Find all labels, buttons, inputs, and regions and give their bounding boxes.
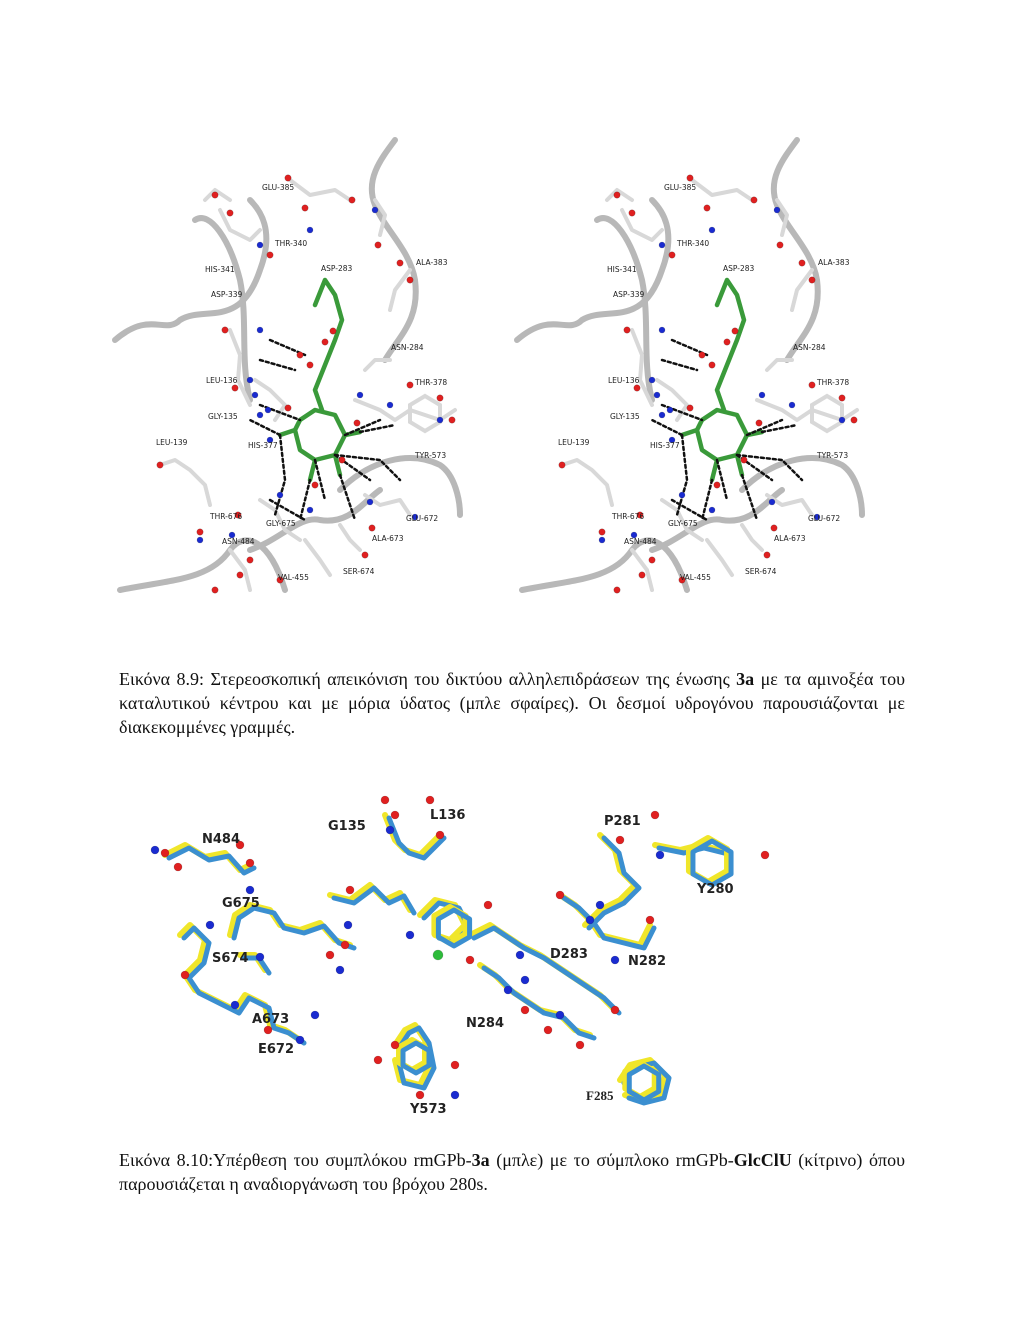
- residue-stick: [290, 180, 350, 200]
- ligand-bond: [295, 410, 345, 460]
- nitrogen-atom: [649, 377, 655, 383]
- nitrogen-atom: [659, 412, 665, 418]
- hydrogen-bond: [717, 460, 727, 500]
- oxygen-atom: [426, 796, 434, 804]
- residue-label: LEU-136: [206, 376, 238, 385]
- residue-label: ALA-673: [372, 534, 404, 543]
- hydrogen-bond: [315, 460, 325, 500]
- oxygen-atom: [777, 242, 783, 248]
- nitrogen-atom: [247, 377, 253, 383]
- residue-label: E672: [258, 1042, 295, 1057]
- figure-8-10: [0, 775, 1024, 1125]
- nitrogen-atom: [556, 1011, 564, 1019]
- stereo-panel-left: [115, 140, 460, 593]
- residue-stick: [767, 360, 792, 370]
- oxygen-atom: [222, 327, 228, 333]
- hydrogen-bond: [702, 480, 712, 520]
- nitrogen-atom: [709, 227, 715, 233]
- nitrogen-atom: [386, 826, 394, 834]
- nitrogen-atom: [296, 1036, 304, 1044]
- oxygen-atom: [391, 1041, 399, 1049]
- residue-label: N484: [202, 832, 241, 847]
- residue-label: VAL-455: [680, 573, 711, 582]
- nitrogen-atom: [521, 976, 529, 984]
- residue-label: SER-674: [745, 567, 777, 576]
- caption-text: (κίτρινο) όπου παρουσιάζεται η αναδιοργάνωση του βρόχου 280s.: [119, 1150, 905, 1194]
- oxygen-atom: [544, 1026, 552, 1034]
- hydrogen-bond: [300, 480, 310, 520]
- caption-text: με τα αμινοξέα του καταλυτικού κέντρου και με μόρια ύδατος (μπλε σφαίρες). Οι δεσμοί υδρογόνου παρουσιάζονται με διακεκομμένες γραμμές.: [119, 669, 905, 737]
- oxygen-atom: [362, 552, 368, 558]
- hydrogen-bond: [662, 360, 697, 370]
- nitrogen-atom: [231, 1001, 239, 1009]
- ligand-bond: [712, 460, 717, 480]
- residue-label: Y573: [410, 1102, 447, 1117]
- oxygen-atom: [751, 197, 757, 203]
- residue-stick: [230, 550, 250, 590]
- oxygen-atom: [247, 557, 253, 563]
- residue-label: ALA-673: [774, 534, 806, 543]
- oxygen-atom: [556, 891, 564, 899]
- nitrogen-atom: [451, 1091, 459, 1099]
- oxygen-atom: [285, 175, 291, 181]
- nitrogen-atom: [252, 392, 258, 398]
- oxygen-atom: [756, 420, 762, 426]
- nitrogen-atom: [257, 327, 263, 333]
- residue-label: GLY-675: [266, 519, 296, 528]
- residue-label: HIS-341: [205, 265, 235, 274]
- oxygen-atom: [246, 859, 254, 867]
- nitrogen-atom: [257, 242, 263, 248]
- ribbon-trace: [372, 140, 416, 360]
- chlorine-atom: [433, 950, 443, 960]
- residue-stick: [220, 210, 260, 240]
- oxygen-atom: [761, 851, 769, 859]
- oxygen-atom: [646, 916, 654, 924]
- oxygen-atom: [649, 557, 655, 563]
- residue-label: G675: [222, 896, 260, 911]
- nitrogen-atom: [839, 417, 845, 423]
- oxygen-atom: [312, 482, 318, 488]
- oxygen-atom: [436, 831, 444, 839]
- nitrogen-atom: [256, 953, 264, 961]
- hydrogen-bond: [652, 420, 682, 435]
- compound-label: 3a: [736, 669, 755, 689]
- ribbon-trace: [774, 140, 818, 360]
- residue-stick: [792, 270, 812, 310]
- nitrogen-atom: [151, 846, 159, 854]
- nitrogen-atom: [774, 207, 780, 213]
- residue-label: LEU-139: [156, 438, 188, 447]
- nitrogen-atom: [437, 417, 443, 423]
- oxygen-atom: [724, 339, 730, 345]
- residue-label: HIS-341: [607, 265, 637, 274]
- oxygen-atom: [349, 197, 355, 203]
- oxygen-atom: [741, 457, 747, 463]
- residue-stick: [692, 180, 752, 200]
- oxygen-atom: [264, 1026, 272, 1034]
- residue-label: ASN-484: [624, 537, 657, 546]
- ligand-bond: [717, 280, 744, 410]
- blue-chain: [234, 908, 354, 948]
- nitrogen-atom: [667, 407, 673, 413]
- residue-stick: [365, 495, 410, 515]
- stereo-panel-right: [517, 140, 862, 593]
- compound-label: 3a: [471, 1150, 490, 1170]
- oxygen-atom: [339, 457, 345, 463]
- nitrogen-atom: [596, 901, 604, 909]
- nitrogen-atom: [367, 499, 373, 505]
- residue-label: GLU-385: [262, 183, 295, 192]
- nitrogen-atom: [769, 499, 775, 505]
- residue-label: THR-340: [677, 239, 710, 248]
- figure-8-9: [0, 120, 1024, 640]
- oxygen-atom: [297, 352, 303, 358]
- oxygen-atom: [449, 417, 455, 423]
- oxygen-atom: [709, 362, 715, 368]
- residue-label: F285: [586, 1088, 614, 1103]
- oxygen-atom: [809, 277, 815, 283]
- oxygen-atom: [330, 328, 336, 334]
- residue-stick: [340, 525, 360, 550]
- nitrogen-atom: [659, 242, 665, 248]
- oxygen-atom: [302, 205, 308, 211]
- residue-label: HIS-377: [650, 441, 680, 450]
- oxygen-atom: [466, 956, 474, 964]
- oxygen-atom: [369, 525, 375, 531]
- residue-label: G135: [328, 819, 366, 834]
- nitrogen-atom: [789, 402, 795, 408]
- oxygen-atom: [227, 210, 233, 216]
- oxygen-atom: [322, 339, 328, 345]
- nitrogen-atom: [372, 207, 378, 213]
- residue-label: S674: [212, 951, 249, 966]
- residue-label: GLU-385: [664, 183, 697, 192]
- nitrogen-atom: [357, 392, 363, 398]
- nitrogen-atom: [206, 921, 214, 929]
- residue-label: THR-676: [210, 512, 243, 521]
- oxygen-atom: [624, 327, 630, 333]
- oxygen-atom: [687, 175, 693, 181]
- oxygen-atom: [629, 210, 635, 216]
- residue-label: LEU-139: [558, 438, 590, 447]
- yellow-chain: [470, 925, 615, 1010]
- ligand-bond: [697, 410, 747, 460]
- oxygen-atom: [771, 525, 777, 531]
- residue-label: LEU-136: [608, 376, 640, 385]
- nitrogen-atom: [759, 392, 765, 398]
- residue-stick: [767, 495, 812, 515]
- oxygen-atom: [809, 382, 815, 388]
- oxygen-atom: [416, 1091, 424, 1099]
- oxygen-atom: [764, 552, 770, 558]
- nitrogen-atom: [656, 851, 664, 859]
- residue-label: ASP-283: [723, 264, 755, 273]
- residue-label: P281: [604, 814, 641, 829]
- oxygen-atom: [611, 1006, 619, 1014]
- hydrogen-bond: [250, 420, 280, 435]
- residue-stick: [305, 540, 330, 575]
- caption-text: Εικόνα 8.9: Στερεοσκοπική απεικόνιση του δικτύου αλληλεπιδράσεων της ένωσης: [119, 669, 737, 689]
- oxygen-atom: [714, 482, 720, 488]
- residue-stick: [632, 550, 652, 590]
- nitrogen-atom: [311, 1011, 319, 1019]
- residue-label: GLU-672: [406, 514, 439, 523]
- ligand-bond: [280, 430, 295, 435]
- nitrogen-atom: [307, 227, 313, 233]
- nitrogen-atom: [387, 402, 393, 408]
- reference-compound-label: GlcClU: [733, 1150, 792, 1170]
- oxygen-atom: [326, 951, 334, 959]
- oxygen-atom: [397, 260, 403, 266]
- residue-label: D283: [550, 947, 588, 962]
- nitrogen-atom: [709, 507, 715, 513]
- oxygen-atom: [599, 529, 605, 535]
- oxygen-atom: [375, 242, 381, 248]
- residue-stick: [160, 460, 210, 505]
- oxygen-atom: [267, 252, 273, 258]
- residue-label: GLY-135: [208, 412, 238, 421]
- residue-label: TYR-573: [817, 451, 849, 460]
- superposition-svg: [0, 775, 1024, 1125]
- residue-label: GLU-672: [808, 514, 841, 523]
- oxygen-atom: [614, 587, 620, 593]
- oxygen-atom: [341, 941, 349, 949]
- oxygen-atom: [407, 277, 413, 283]
- oxygen-atom: [346, 886, 354, 894]
- residue-stick: [622, 210, 662, 240]
- residue-label: ASN-284: [793, 343, 826, 352]
- figure-8-9-caption: [119, 667, 905, 739]
- residue-stick: [707, 540, 732, 575]
- oxygen-atom: [212, 587, 218, 593]
- residue-label: ASP-339: [211, 290, 243, 299]
- nitrogen-atom: [307, 507, 313, 513]
- blue-chain: [169, 848, 254, 873]
- oxygen-atom: [212, 192, 218, 198]
- oxygen-atom: [704, 205, 710, 211]
- oxygen-atom: [634, 385, 640, 391]
- hydrogen-bond: [260, 360, 295, 370]
- nitrogen-atom: [344, 921, 352, 929]
- residue-stick: [742, 525, 762, 550]
- residue-label: THR-340: [275, 239, 308, 248]
- oxygen-atom: [174, 863, 182, 871]
- residue-label: ASP-339: [613, 290, 645, 299]
- residue-label: ALA-383: [416, 258, 448, 267]
- residue-label: SER-674: [343, 567, 375, 576]
- residue-label: TYR-573: [415, 451, 447, 460]
- oxygen-atom: [839, 395, 845, 401]
- oxygen-atom: [851, 417, 857, 423]
- oxygen-atom: [197, 529, 203, 535]
- caption-text: (μπλε) με το σύμπλοκο rmGPb-: [489, 1150, 734, 1170]
- oxygen-atom: [407, 382, 413, 388]
- oxygen-atom: [669, 252, 675, 258]
- residue-stick: [365, 360, 390, 370]
- oxygen-atom: [799, 260, 805, 266]
- residue-label: GLY-135: [610, 412, 640, 421]
- superposition-structure: [151, 796, 769, 1117]
- nitrogen-atom: [246, 886, 254, 894]
- oxygen-atom: [559, 462, 565, 468]
- nitrogen-atom: [679, 492, 685, 498]
- residue-label: N282: [628, 954, 667, 969]
- nitrogen-atom: [336, 966, 344, 974]
- oxygen-atom: [181, 971, 189, 979]
- residue-label: HIS-377: [248, 441, 278, 450]
- ligand-bond: [682, 430, 697, 435]
- residue-label: N284: [466, 1016, 505, 1031]
- residue-label: VAL-455: [278, 573, 309, 582]
- ligand-bond: [310, 460, 315, 480]
- figure-8-10-caption: [119, 1148, 905, 1196]
- stereo-view-svg: [0, 120, 1024, 640]
- nitrogen-atom: [654, 392, 660, 398]
- oxygen-atom: [381, 796, 389, 804]
- nitrogen-atom: [599, 537, 605, 543]
- nitrogen-atom: [257, 412, 263, 418]
- oxygen-atom: [616, 836, 624, 844]
- oxygen-atom: [237, 572, 243, 578]
- oxygen-atom: [521, 1006, 529, 1014]
- nitrogen-atom: [406, 931, 414, 939]
- nitrogen-atom: [504, 986, 512, 994]
- residue-label: ASN-284: [391, 343, 424, 352]
- nitrogen-atom: [197, 537, 203, 543]
- nitrogen-atom: [586, 916, 594, 924]
- oxygen-atom: [732, 328, 738, 334]
- residue-label: A673: [252, 1012, 290, 1027]
- oxygen-atom: [285, 405, 291, 411]
- nitrogen-atom: [659, 327, 665, 333]
- residue-label: ASP-283: [321, 264, 353, 273]
- oxygen-atom: [687, 405, 693, 411]
- oxygen-atom: [354, 420, 360, 426]
- residue-label: ASN-484: [222, 537, 255, 546]
- oxygen-atom: [484, 901, 492, 909]
- residue-label: Y280: [697, 882, 734, 897]
- oxygen-atom: [576, 1041, 584, 1049]
- oxygen-atom: [614, 192, 620, 198]
- residue-label: GLY-675: [668, 519, 698, 528]
- oxygen-atom: [232, 385, 238, 391]
- nitrogen-atom: [265, 407, 271, 413]
- oxygen-atom: [651, 811, 659, 819]
- residue-label: THR-378: [817, 378, 850, 387]
- blue-chain: [474, 928, 619, 1013]
- residue-label: THR-378: [415, 378, 448, 387]
- ligand-bond: [315, 280, 342, 410]
- residue-stick: [390, 270, 410, 310]
- caption-text: Εικόνα 8.10:Υπέρθεση του συμπλόκου rmGPb-: [119, 1150, 472, 1170]
- oxygen-atom: [391, 811, 399, 819]
- oxygen-atom: [437, 395, 443, 401]
- residue-label: ALA-383: [818, 258, 850, 267]
- nitrogen-atom: [611, 956, 619, 964]
- oxygen-atom: [451, 1061, 459, 1069]
- oxygen-atom: [374, 1056, 382, 1064]
- oxygen-atom: [699, 352, 705, 358]
- oxygen-atom: [307, 362, 313, 368]
- residue-stick: [562, 460, 612, 505]
- residue-label: L136: [430, 808, 466, 823]
- residue-label: THR-676: [612, 512, 645, 521]
- nitrogen-atom: [516, 951, 524, 959]
- nitrogen-atom: [277, 492, 283, 498]
- oxygen-atom: [157, 462, 163, 468]
- oxygen-atom: [161, 849, 169, 857]
- oxygen-atom: [639, 572, 645, 578]
